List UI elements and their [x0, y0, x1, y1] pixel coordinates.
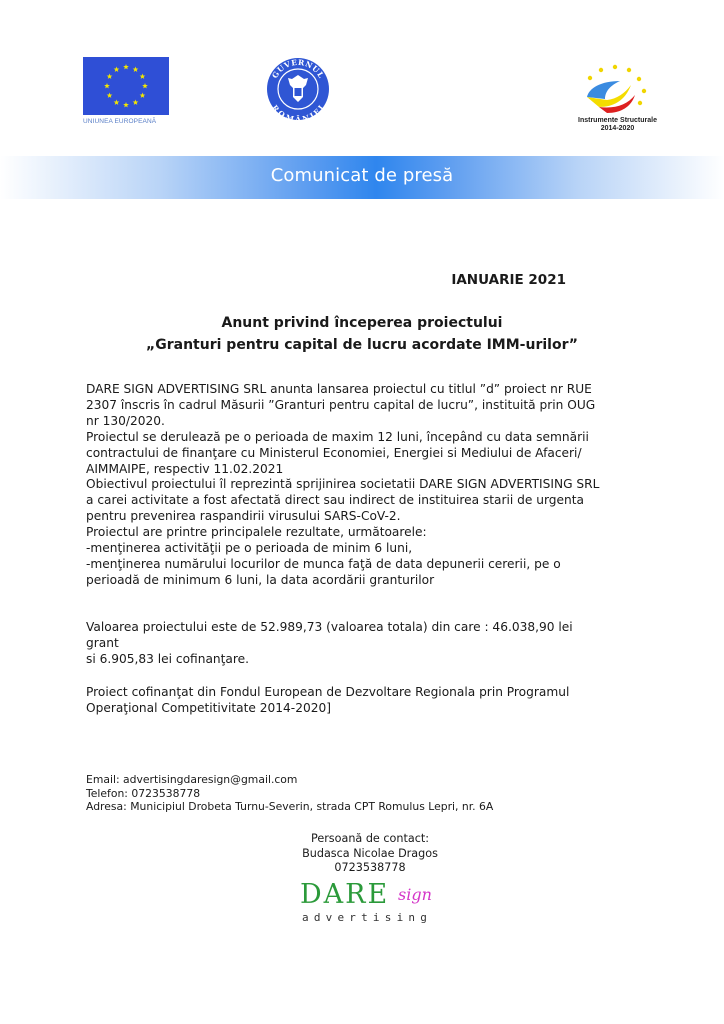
- logo-sub-text: advertising: [302, 911, 433, 924]
- svg-text:GUVERNUL: GUVERNUL: [270, 57, 326, 80]
- body-line: perioadă de minimum 6 luni, la data acordării granturilor: [86, 572, 435, 587]
- subject-line-2: „Granturi pentru capital de lucru acordate IMM-urilor”: [146, 337, 578, 353]
- eu-star-icon: [107, 74, 113, 79]
- contact-person-label: Persoană de contact:: [310, 832, 430, 845]
- eu-star-icon: [123, 64, 129, 69]
- project-description: [86, 382, 606, 589]
- contact-info: [86, 773, 493, 814]
- announcement-subject: [0, 312, 724, 356]
- eu-star-icon: [140, 93, 146, 98]
- value-line: Valoarea proiectului este de 52.989,73 (valoarea totala) din care : 46.038,90 lei grant: [86, 620, 573, 650]
- release-date: IANUARIE 2021: [451, 272, 566, 288]
- eu-star-icon: [123, 102, 129, 107]
- body-line: Obiectivul proiectului îl reprezintă sprijinirea societatii DARE SIGN ADVERTISING SRL: [86, 477, 600, 492]
- eu-star-icon: [142, 83, 148, 88]
- cofinancing-statement: [86, 685, 606, 717]
- eu-star-icon: [133, 99, 139, 104]
- eu-label: UNIUNEA EUROPEANĂ: [83, 118, 157, 125]
- banner-title: Comunicat de presă: [270, 165, 454, 186]
- body-line: pentru prevenirea raspandirii virusului SARS-CoV-2.: [86, 509, 401, 524]
- body-line: nr 130/2020.: [86, 413, 165, 428]
- cofinance-line: Operaţional Competitivitate 2014-2020]: [86, 700, 331, 715]
- government-seal-icon: [266, 57, 330, 121]
- subject-line-1: Anunt privind începerea proiectului: [221, 315, 503, 331]
- body-line: Proiectul are printre principalele rezultate, următoarele:: [86, 525, 427, 540]
- eu-star-icon: [107, 93, 113, 98]
- instrumente-structurale-logo: [565, 55, 670, 145]
- eu-star-icon: [114, 99, 120, 104]
- body-line: a carei activitate a fost afectată direct sau indirect de instituirea starii de urgenta: [86, 493, 585, 508]
- contact-address: Adresa: Municipiul Drobeta Turnu-Severin, strada CPT Romulus Lepri, nr. 6A: [86, 800, 494, 814]
- eu-star-icon: [114, 67, 120, 72]
- eu-star-icon: [140, 74, 146, 79]
- body-line: contractului de finanţare cu Ministerul Economiei, Energiei si Mediului de Afaceri/: [86, 445, 582, 460]
- project-value: [86, 620, 606, 668]
- instrumente-structurale-label: [565, 117, 670, 133]
- contact-phone: Telefon: 0723538778: [86, 786, 201, 800]
- body-line: Proiectul se derulează pe o perioada de maxim 12 luni, începând cu data semnării: [86, 429, 589, 444]
- logo-script-text: sign: [398, 885, 432, 904]
- eu-star-icon: [133, 67, 139, 72]
- svg-text:ROMÂNIEI: ROMÂNIEI: [270, 103, 327, 121]
- body-line: -menţinerea numărului locurilor de munca faţă de data depunerii cererii, pe o: [86, 556, 561, 571]
- structural-instruments-icon: [565, 55, 670, 117]
- body-line: 2307 înscris în cadrul Măsurii ”Granturi pentru capital de lucru”, instituită prin OUG: [86, 397, 596, 412]
- logo-main-text: DARE: [300, 879, 390, 910]
- eu-star-icon: [104, 83, 110, 88]
- contact-person-name: Budasca Nicolae Dragos: [302, 846, 438, 860]
- body-line: AIMMAIPE, respectiv 11.02.2021: [86, 461, 284, 476]
- dare-sign-logo: [300, 879, 450, 928]
- eu-stars-icon: [83, 57, 169, 115]
- body-line: DARE SIGN ADVERTISING SRL anunta lansarea proiectul cu titlul ”d” proiect nr RUE: [86, 382, 592, 396]
- is-label-line1: Instrumente Structurale: [578, 117, 657, 124]
- cofinance-line: Proiect cofinanţat din Fondul European de Dezvoltare Regionala prin Programul: [86, 685, 570, 699]
- contact-person-phone: 0723538778: [334, 861, 406, 874]
- contact-person: [250, 832, 490, 876]
- eu-logo: [83, 57, 171, 127]
- body-line: -menţinerea activităţii pe o perioada de minim 6 luni,: [86, 541, 413, 556]
- contact-email[interactable]: Email: advertisingdaresign@gmail.com: [86, 773, 298, 786]
- press-release-banner: [0, 156, 724, 199]
- eu-flag-icon: [83, 57, 169, 115]
- government-logo: [266, 57, 330, 121]
- value-line: si 6.905,83 lei cofinanţare.: [86, 651, 250, 666]
- is-label-line2: 2014-2020: [600, 125, 635, 132]
